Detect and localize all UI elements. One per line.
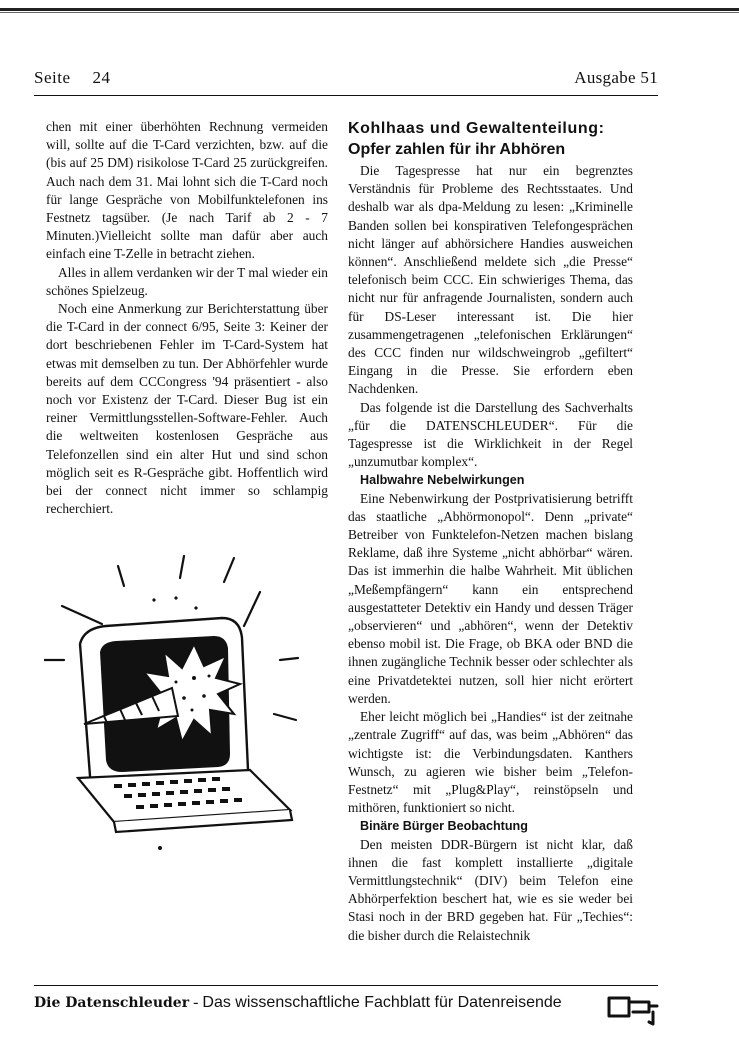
- section1-paragraph-1: Eine Nebenwirkung der Postprivatisierung betrifft das staatliche „Abhörmonopol“. Denn „private“ Betreiber von Funktelefon-Netzen machen bislang Reklame, daß ihre Systeme „nicht abhörbar“ wären. Das ist immerhin die halbe Wahrheit. Mit üblichen „Meßempfängern“ kann ein entsprechend ausgestatteter Detektiv ein Handy und dessen Träger „observieren“ und „abhören“, wenn der Detektiv ebenso mobil ist. Die Frage, ob BKA oder BND die ihnen zugängliche Technik besser oder schlechter als eine Privatdetektei nutzen, soll hier nicht erörtert werden.: [348, 490, 633, 706]
- footer-tagline: Das wissenschaftliche Fachblatt für Datenreisende: [202, 994, 562, 1011]
- page-label: Seite: [34, 68, 71, 87]
- header-rule: [34, 95, 658, 96]
- top-border-rule: [0, 8, 739, 11]
- page-number-label: [34, 68, 111, 88]
- page-number: 24: [92, 68, 111, 87]
- left-column: [46, 118, 328, 518]
- footer-brand: Die Datenschleuder: [34, 995, 190, 1011]
- left-paragraph-3: Noch eine Anmerkung zur Berichterstattung über die T-Card in der connect 6/95, Seite 3: Keiner der dort beschriebenen Fehler im T-Card-System hat etwas mit demselben zu tun. Der Abhörfehler wurde bereits auf dem CCCongress '94 präsentiert - also noch vor Existenz der T-Card. Dieser Bug ist ein reiner Vermittlungsstellen-Software-Fehler. Auch die weltweiten kostenlosen Gespräche aus Telefonzellen sind ein alter Hut und sind schon möglich seit es R-Gespräche gibt. Hoffentlich wird bei der connect nicht immer so schlampig recherchiert.: [46, 301, 328, 517]
- page-header: [34, 68, 658, 92]
- left-paragraph-2: Alles in allem verdanken wir der T mal wieder ein schönes Spielzeug.: [46, 264, 328, 298]
- section-heading-2: Binäre Bürger Beobachtung: [360, 819, 528, 834]
- intro-paragraph-2: Das folgende ist die Darstellung des Sachverhalts „für die DATENSCHLEUDER“. Für die Tagespresse ist die Wirklichkeit in der Regel „unzumutbar komplex“.: [348, 399, 633, 470]
- article-title-line1: Kohlhaas und Gewaltenteilung:: [348, 120, 605, 137]
- section2-paragraph-1: Den meisten DDR-Bürgern ist nicht klar, daß ihnen die fast komplett installierte „digitale Vermittlungstechnik“ (DIV) beim Telefon eine Abhörperfektion beschert hat, wie es sie weder bei Stasi noch in der BRD gegeben hat. Für „Techies“: die bisher durch die Relaistechnik: [348, 836, 633, 943]
- section1-paragraph-2: Eher leicht möglich bei „Handies“ ist der zeitnahe „zentrale Zugriff“ auf das, was beim „Abhören“ das wichtigste ist: die Verbindungsdaten. Kanthers Wunsch, zu agieren wie bisher beim „Telefon-Festnetz“ mit „Plug&Play“, reinstöpseln und mithören, funktioniert so nicht.: [348, 709, 633, 816]
- page-footer: [34, 992, 562, 1014]
- right-column: [348, 118, 633, 945]
- chaos-knot-logo-icon: [605, 988, 665, 1028]
- article-title-line2: Opfer zahlen für ihr Abhören: [348, 141, 566, 158]
- section-heading-1: Halbwahre Nebelwirkungen: [360, 473, 525, 488]
- footer-rule: [34, 985, 658, 986]
- intro-paragraph-1: Die Tagespresse hat nur ein begrenztes Verständnis für Probleme des Rechtsstaates. Und deshalb war als dpa-Meldung zu lesen: „Kriminelle Banden sollen bei konspirativen Telefongesprächen nicht länger auf abhörsichere Handies ausweichen können“. Anschließend meldete sich „die Presse“ telefonisch beim CCC. Ein schwieriges Thema, das nicht nur für anfragende Journalisten, sondern auch für DS-Leser interessant ist. Die hier zusammengetragenen „telefonischen Erklärungen“ des CCC finden nur wildschweingrob „gefiltert“ Eingang in die Presse. Sie erfordern eben Nachdenken.: [348, 163, 633, 397]
- issue-label: Ausgabe 51: [574, 68, 658, 87]
- top-border-rule-thin: [0, 12, 739, 13]
- article-title: [348, 118, 633, 160]
- footer-separator: -: [189, 994, 203, 1011]
- computer-illustration: [44, 548, 306, 868]
- left-paragraph-1: chen mit einer überhöhten Rechnung vermeiden will, sollte auf die T-Card verzichten, bzw. auf die (bis auf 25 DM) risikolose T-Card 25 zurückgreifen. Auch nach dem 31. Mai lohnt sich die T-Card noch für lange Gespräche von Mobilfunktelefonen ins Festnetz tagsüber. (Je nach Tarif ab 2 - 7 Minuten.)Vielleicht sollte man dafür aber auch einfach eine T-Zelle in betracht ziehen.: [46, 119, 328, 262]
